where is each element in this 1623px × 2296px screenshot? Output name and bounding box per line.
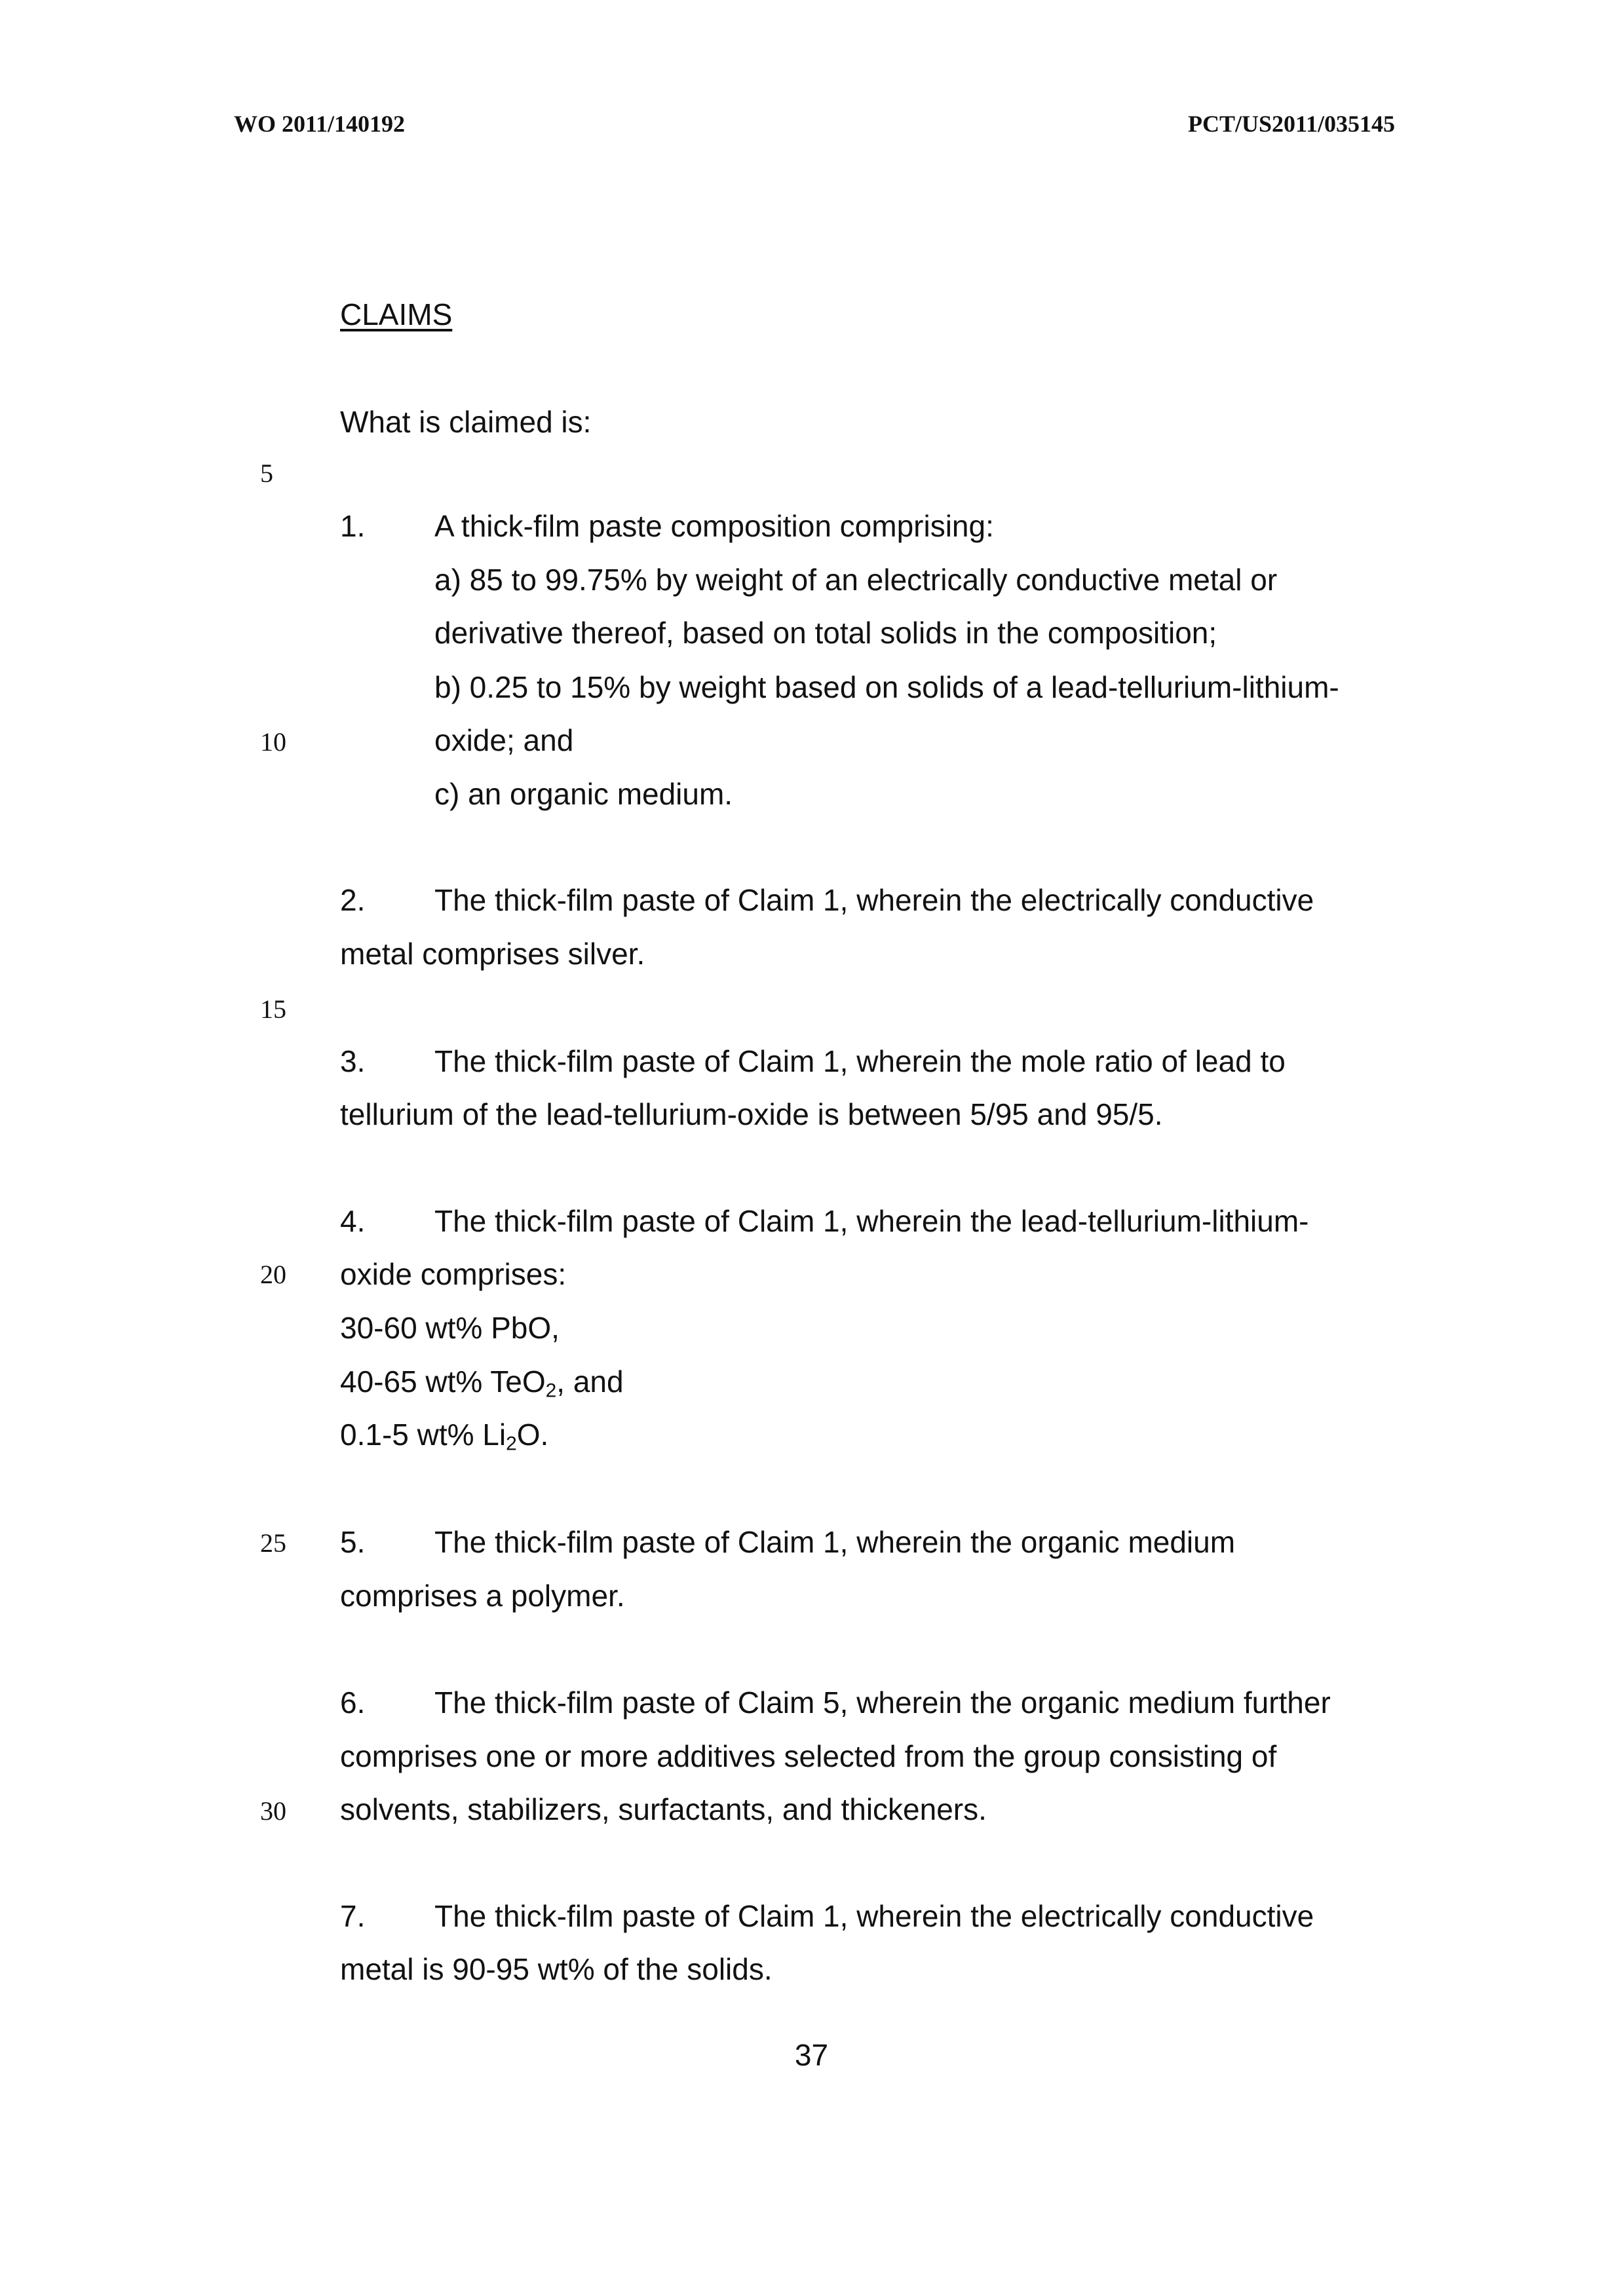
claim-3-text: The thick-film paste of Claim 1, wherein the mole ratio of lead to: [434, 1044, 1286, 1078]
claim-5-text: comprises a polymer.: [340, 1579, 625, 1613]
claim-1-element-c: c) an organic medium.: [434, 777, 733, 811]
line-number: 30: [260, 1796, 286, 1826]
claim-6-text: The thick-film paste of Claim 5, wherein the organic medium further: [434, 1685, 1331, 1720]
claim-5-number: 5.: [340, 1525, 366, 1559]
claim-3-number: 3.: [340, 1044, 366, 1078]
line-number: 10: [260, 727, 286, 757]
composition-li2o: 0.1-5 wt% $Li_2O$.: [340, 1418, 549, 1455]
claim-4-text: The thick-film paste of Claim 1, wherein the lead-tellurium-lithium-: [434, 1204, 1309, 1238]
claim-6-number: 6.: [340, 1685, 366, 1720]
claims-intro: What is claimed is:: [340, 405, 592, 439]
line-number: 20: [260, 1260, 286, 1289]
page-number: 37: [794, 2038, 829, 2072]
claim-2-text: The thick-film paste of Claim 1, wherein the electrically conductive: [434, 883, 1314, 917]
line-number: 5: [260, 459, 273, 488]
claim-1-element-b: b) 0.25 to 15% by weight based on solids of a lead-tellurium-lithium-: [434, 670, 1339, 704]
claim-4-number: 4.: [340, 1204, 366, 1238]
section-title: CLAIMS: [340, 297, 453, 331]
claim-1-element-a: a) 85 to 99.75% by weight of an electrically conductive metal or: [434, 563, 1278, 597]
composition-teo2: 40-65 wt% TeO$_2$, and: [340, 1364, 624, 1402]
claim-1-text: A thick-film paste composition comprising:: [434, 509, 994, 543]
claim-1-number: 1.: [340, 509, 366, 543]
claim-3-text: tellurium of the lead-tellurium-oxide is between 5/95 and 95/5.: [340, 1097, 1163, 1131]
composition-pbo: 30-60 wt% PbO,: [340, 1311, 560, 1345]
claim-2-text: metal comprises silver.: [340, 937, 645, 971]
line-number: 15: [260, 994, 286, 1024]
claim-2-number: 2.: [340, 883, 366, 917]
claim-7-number: 7.: [340, 1899, 366, 1933]
line-number: 25: [260, 1528, 286, 1558]
publication-number: WO 2011/140192: [234, 111, 406, 137]
claim-4-text: oxide comprises:: [340, 1257, 567, 1291]
application-number: PCT/US2011/035145: [1187, 111, 1395, 137]
claim-5-text: The thick-film paste of Claim 1, wherein the organic medium: [434, 1525, 1236, 1559]
claim-6-text: comprises one or more additives selected from the group consisting of: [340, 1739, 1277, 1773]
claim-7-text: metal is 90-95 wt% of the solids.: [340, 1952, 773, 1986]
claim-1-element-b: oxide; and: [434, 723, 574, 757]
claim-7-text: The thick-film paste of Claim 1, wherein the electrically conductive: [434, 1899, 1314, 1933]
claim-6-text: solvents, stabilizers, surfactants, and thickeners.: [340, 1792, 987, 1826]
claim-1-element-a: derivative thereof, based on total solids in the composition;: [434, 616, 1217, 650]
